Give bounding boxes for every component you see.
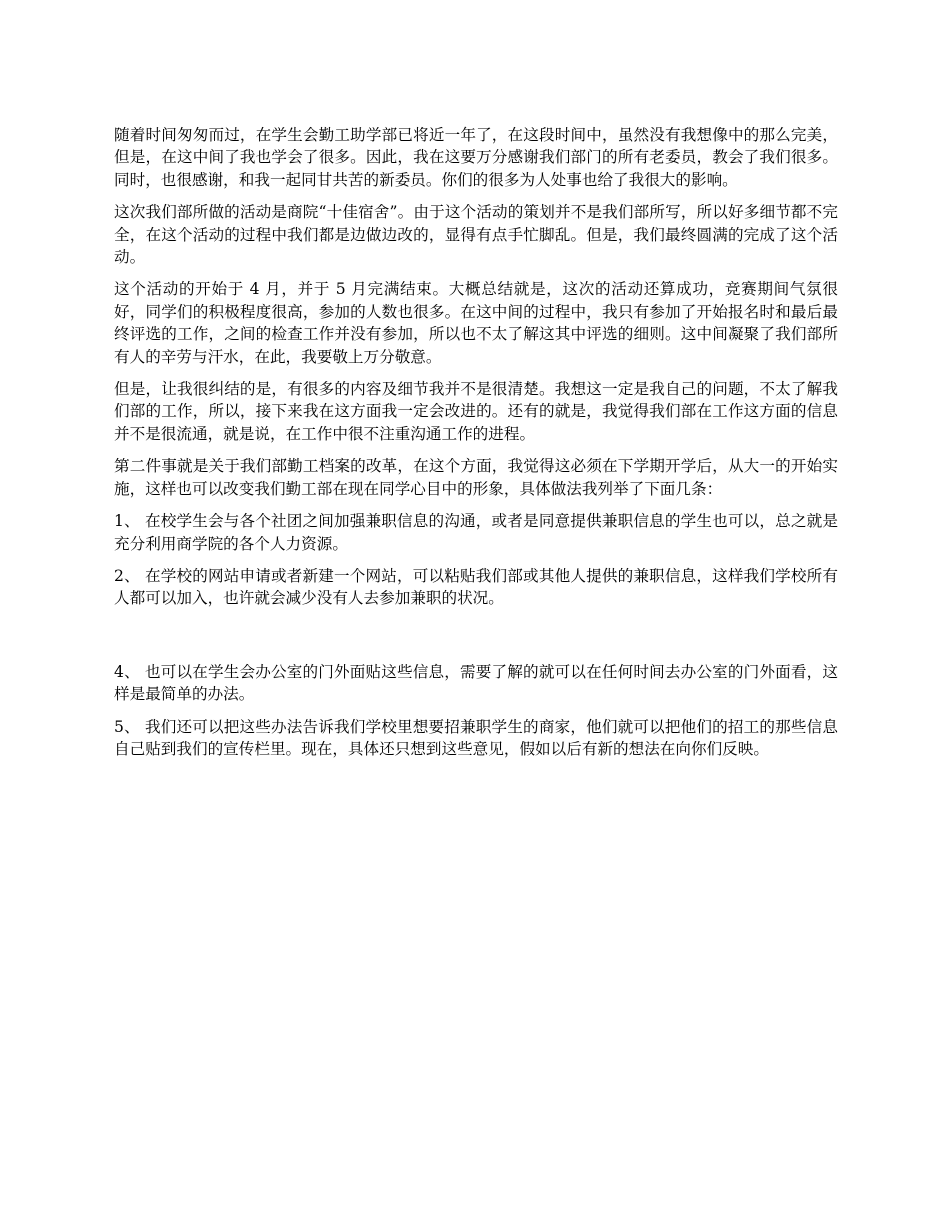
list-item-2: 2、 在学校的网站申请或者新建一个网站，可以粘贴我们部或其他人提供的兼职信息，这样我们学校所有人都可以加入，也许就会减少没有人去参加兼职的状况。	[114, 566, 838, 608]
list-item-5: 5、 我们还可以把这些办法告诉我们学校里想要招兼职学生的商家，他们就可以把他们的招工的那些信息自己贴到我们的宣传栏里。现在，具体还只想到这些意见，假如以后有新的想法在向你们反映。	[114, 717, 838, 758]
paragraph-activity: 这次我们部所做的活动是商院“十佳宿舍”。由于这个活动的策划并不是我们部所写，所以好多细节都不完全，在这个活动的过程中我们都是边做边改的，显得有点手忙脚乱。但是，我们最终圆满的完成了这个活动。	[114, 203, 838, 267]
document-page	[114, 124, 838, 770]
list-item-4: 4、 也可以在学生会办公室的门外面贴这些信息，需要了解的就可以在任何时间去办公室的门外面看，这样是最简单的办法。	[114, 662, 838, 704]
paragraph-intro: 随着时间匆匆而过，在学生会勤工助学部已将近一年了，在这段时间中，虽然没有我想像中的那么完美，但是，在这中间了我也学会了很多。因此，我在这要万分感谢我们部门的所有老委员，教会了我们很多。同时，也很感谢，和我一起同甘共苦的新委员。你们的很多为人处事也给了我很大的影响。	[114, 126, 838, 189]
blank-gap	[114, 620, 838, 661]
paragraph-reform: 第二件事就是关于我们部勤工档案的改革，在这个方面，我觉得这必须在下学期开学后，从大一的开始实施，这样也可以改变我们勤工部在现在同学心目中的形象，具体做法我列举了下面几条：	[114, 457, 838, 498]
paragraph-summary: 这个活动的开始于 4 月，并于 5 月完满结束。大概总结就是，这次的活动还算成功，竞赛期间气氛很好，同学们的积极程度很高，参加的人数也很多。在这中间的过程中，我只有参加了开始报名时和最后最终评选的工作，之间的检查工作并没有参加，所以也不太了解这其中评选的细则。这中间凝聚了我们部所有人的辛劳与汗水，在此，我要敬上万分敬意。	[114, 280, 838, 366]
paragraph-concern: 但是，让我很纠结的是，有很多的内容及细节我并不是很清楚。我想这一定是我自己的问题，不太了解我们部的工作，所以，接下来我在这方面我一定会改进的。还有的就是，我觉得我们部在工作这方面的信息并不是很流通，就是说，在工作中很不注重沟通工作的进程。	[114, 380, 838, 443]
list-item-1: 1、 在校学生会与各个社团之间加强兼职信息的沟通，或者是同意提供兼职信息的学生也可以，总之就是充分利用商学院的各个人力资源。	[114, 512, 838, 553]
